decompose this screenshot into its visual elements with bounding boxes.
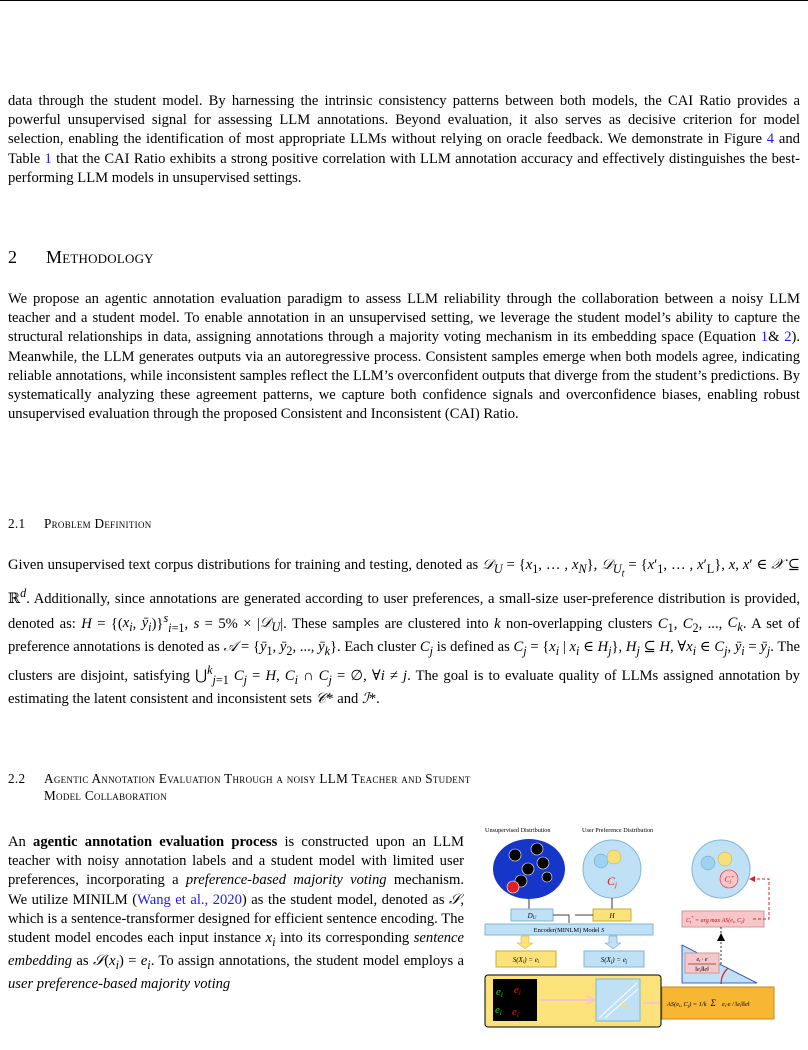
left-column-paragraph: An agentic annotation evaluation process is constructed upon an LLM teacher with noisy annotation labels and a student model with limited user preferences, incorporating a preference-based majority voting mechanism. We utilize MINILM (Wang et al., 2020) as the student model, denoted as 𝒮, which is a sentence-transformer designed for efficient sentence encoding. The student model encodes each input instance $x_i$ into its corresponding sentence embedding as $𝒮(x_i) = e_i$. To assign annotations, the student model employs a user preference-based majority voting <box>8 834 464 993</box>
svg-text:ei: ei <box>514 984 521 997</box>
svg-text:ei: ei <box>495 1004 502 1017</box>
figure-label-preference: User Preference Distribution <box>582 827 654 834</box>
text-span: is constructed upon an LLM teacher with noisy annotation labels and a student model with limited user preferences, incorporating a <box>8 834 464 889</box>
italic-term: preference-based majority voting <box>185 872 387 889</box>
svg-text:ej: $e_j$ <box>621 999 628 1011</box>
methodology-figure <box>481 823 777 1037</box>
subsection-title: Problem Definition <box>44 516 152 531</box>
bold-term: agentic annotation evaluation process <box>33 834 278 850</box>
lead-word: An <box>8 834 26 850</box>
svg-text:‖ei‖‖e‖: ‖ei‖‖e‖ <box>695 967 709 973</box>
table-ref[interactable]: 1 <box>44 150 52 167</box>
methodology-paragraph: We propose an agentic annotation evaluation paradigm to assess LLM reliability through the collaboration between a noisy LLM teacher and a student model. To enable annotation in an unsupervised setting, we leverage the student model’s ability to capture the structural relationships in data, assigning annotations through a majority voting mechanism in its embedding space (Equation 1& 2). Meanwhile, the LLM generates outputs via an autoregressive process. Consistent samples emerge when both models agree, indicating reliable annotations, while inconsistent samples reflect the LLM’s overconfident outputs that diverge from the student’s predictions. By systematically analyzing these agreement patterns, we capture both confidence signals and overconfidence biases, enabling robust unsupervised evaluation through the proposed Consistent and Inconsistent (CAI) Ratio. <box>8 291 801 423</box>
svg-text:ei: ei <box>512 1006 519 1019</box>
highlighted-sample <box>507 881 519 893</box>
result-cluster-circle <box>692 840 750 898</box>
svg-text:S(Xi) = ei: S(Xi) = ei <box>512 956 540 965</box>
citation-wang-2020[interactable]: Wang et al., 2020 <box>137 891 242 908</box>
figure-ref[interactable]: 4 <box>766 131 775 148</box>
figure-label-unsupervised: Unsupervised Distribution <box>485 827 551 834</box>
svg-text:ei: ei <box>496 986 503 999</box>
section-heading-methodology <box>8 246 154 268</box>
subsection-title-line1: Agentic Annotation Evaluation Through a noisy LLM Teacher and Student <box>44 771 471 786</box>
cluster-label-cj: Cj <box>607 874 617 889</box>
section-number: 2 <box>8 247 18 267</box>
italic-term: user preference-based majority voting <box>8 976 231 993</box>
section-title: Methodology <box>46 247 154 267</box>
equation-ref-2[interactable]: 2 <box>784 329 792 346</box>
subsection-title-line2: Model Collaboration <box>44 788 168 803</box>
problem-definition-paragraph: Given unsupervised text corpus distributions for training and testing, denoted as 𝒟$_U$ = {$x_1$, … , $x_N$}, 𝒟$_{U_t}$ = {$x'_1$, … , $x'_L$}, x, x′ ∈ 𝒳 ⊆ ℝ$^d$. Additionally, since annotations are generated according to user preferences, a small-size user-preference distribution is provided, denoted as: $H = \{(x_i$, $ȳ_i)\}^s_{i=1}$, s = 5% × |𝒟$_U$|. These samples are clustered into k non-overlapping clusters $C_1$, $C_2$, ..., $C_k$. A set of preference annotations is denoted as 𝒜 = {$ȳ_1$, $ȳ_2$, ..., $ȳ_k$}. Each cluster $C_j$ is defined as $C_j = \{x_i$ | $x_i$ ∈ $H_j$}, $H_j$ ⊆ H, $\forall x_i$ ∈ $C_j$, $ȳ_i$ = $ȳ_j$. The clusters are disjoint, satisfying ⋃$^k_{j=1}$ $C_j = H$, $C_i$ ∩ $C_j$ = ∅, ∀i ≠ j. The goal is to evaluate quality of LLMs assigned annotation by estimating the latent consistent and inconsistent sets 𝒞* and ℐ*. <box>8 557 801 707</box>
subsection-number: 2.2 <box>8 771 26 786</box>
cluster-label-cjstar: Cj* <box>724 875 734 885</box>
subsection-heading-agentic-evaluation <box>8 770 800 804</box>
subsection-number: 2.1 <box>8 516 26 531</box>
encoder-label: Encoder(MINLM) Model S <box>533 927 605 934</box>
svg-text:ei · e: ei · e <box>696 957 708 963</box>
argmax-formula: Cj* = arg max AS(ei, Cj) <box>686 915 745 924</box>
equation-ref-1[interactable]: 1 <box>760 329 769 346</box>
svg-text:H: H <box>609 912 615 920</box>
user-preference-circle <box>583 840 641 898</box>
svg-text:DU: DU <box>527 912 537 921</box>
as-formula: AS(ei, Cj) = 1/k Σ ei·e / ‖ei‖‖e‖ <box>667 998 750 1008</box>
subsection-heading-problem-definition <box>8 515 152 532</box>
intro-paragraph: data through the student model. By harnessing the intrinsic consistency patterns between both models, the CAI Ratio provides a powerful unsupervised signal for assessing LLM annotations. Beyond evaluation, it also serves as decisive criterion for model selection, enabling the identification of most appropriate LLMs without relying on oracle feedback. We demonstrate in Figure 4 and Table 1 that the CAI Ratio exhibits a strong positive correlation with LLM annotation accuracy and effectively distinguishes the best-performing LLM models in unsupervised settings. <box>8 93 800 186</box>
page-top-rule <box>0 0 808 1</box>
svg-text:S(Xj) = ej: S(Xj) = ej <box>600 956 628 965</box>
italic-term: sentence embedding <box>8 930 464 970</box>
